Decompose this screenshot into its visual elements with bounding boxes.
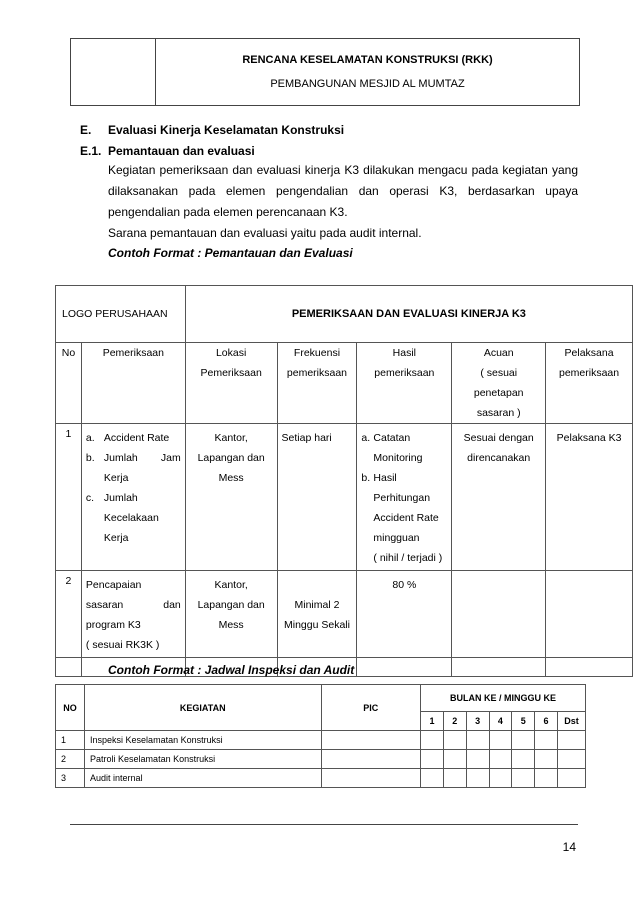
list-item-text: Hasil (373, 472, 397, 484)
row-number: 2 (56, 571, 82, 658)
col-header-pelaksana (546, 343, 633, 424)
col-header-acuan-line: sasaran ) (476, 407, 521, 419)
schedule-header-pic: PIC (321, 685, 421, 731)
section-e-title: Evaluasi Kinerja Keselamatan Konstruksi (108, 123, 345, 137)
col-header-hasil-line: Hasil (392, 347, 417, 359)
row1-acuan (452, 424, 546, 571)
week-header: 1 (421, 712, 444, 731)
week-header: 3 (466, 712, 489, 731)
schedule-row-no: 2 (56, 750, 85, 769)
list-item-continued (361, 508, 447, 528)
list-item-continued (361, 488, 447, 508)
pemeriksaan-line: Pencapaian (85, 579, 142, 591)
table-row (56, 731, 586, 750)
col-header-pelaksana-line: Pelaksana (564, 347, 614, 359)
footer-divider (70, 824, 578, 825)
row2-pemeriksaan (81, 571, 185, 658)
row-number: 1 (56, 424, 82, 571)
list-item-continued (361, 528, 447, 548)
row2-pelaksana (546, 571, 633, 658)
schedule-row-no: 3 (56, 769, 85, 788)
list-item-text: Kerja (103, 472, 129, 484)
table-row (56, 571, 633, 658)
lokasi-line: Kantor, (214, 432, 248, 444)
acuan-line: Sesuai dengan (463, 432, 534, 444)
company-logo-label: LOGO PERUSAHAAN (56, 286, 186, 343)
list-item-continued (361, 448, 447, 468)
list-item-continued (86, 508, 181, 528)
list-item-text: Kecelakaan (103, 512, 159, 524)
paragraph-line-3: pengendalian pada elemen perencanaan K3. (108, 205, 348, 219)
monitoring-table-title: PEMERIKSAAN DAN EVALUASI KINERJA K3 (185, 286, 632, 343)
col-header-lokasi-line: Pemeriksaan (200, 367, 262, 379)
schedule-row-kegiatan: Inspeksi Keselamatan Konstruksi (85, 731, 321, 750)
col-header-pemeriksaan: Pemeriksaan (81, 343, 185, 424)
row1-pemeriksaan (81, 424, 185, 571)
header-title: RENCANA KESELAMATAN KONSTRUKSI (RKK) (242, 54, 493, 66)
schedule-header-bulan: BULAN KE / MINGGU KE (421, 685, 586, 712)
list-item (361, 428, 447, 448)
list-item-text: Kerja (103, 532, 129, 544)
row1-hasil (357, 424, 452, 571)
frekuensi-line: Minimal 2 (294, 599, 340, 611)
week-header: 4 (489, 712, 512, 731)
col-header-lokasi-line: Lokasi (215, 347, 247, 359)
list-item-text: Accident Rate (103, 432, 170, 444)
section-e1-title: Pemantauan dan evaluasi (108, 144, 255, 158)
week-header: 5 (512, 712, 535, 731)
list-item (86, 448, 181, 468)
row1-frekuensi: Setiap hari (277, 424, 357, 571)
page-number: 14 (562, 840, 576, 854)
acuan-line: direncanakan (467, 452, 531, 464)
list-item-continued (86, 528, 181, 548)
list-marker: a. (361, 432, 371, 444)
frekuensi-line: Minggu Sekali (284, 619, 350, 631)
lokasi-line: Kantor, (214, 579, 248, 591)
inspection-audit-schedule-table (55, 684, 586, 788)
format-caption-monitoring: Contoh Format : Pemantauan dan Evaluasi (108, 246, 353, 260)
col-header-no: No (56, 343, 82, 424)
schedule-header-kegiatan: KEGIATAN (85, 685, 321, 731)
header-subtitle: PEMBANGUNAN MESJID AL MUMTAZ (270, 78, 465, 90)
schedule-row-kegiatan: Patroli Keselamatan Konstruksi (85, 750, 321, 769)
lokasi-line: Lapangan dan (197, 452, 265, 464)
list-marker: b. (361, 472, 371, 484)
table-row (56, 769, 586, 788)
week-header: Dst (557, 712, 585, 731)
list-item-text: Monitoring (373, 452, 423, 464)
paragraph-2: Sarana pemantauan dan evaluasi yaitu pada audit internal. (108, 226, 422, 240)
col-header-acuan-line: penetapan (473, 387, 524, 399)
list-item (86, 488, 181, 508)
row2-lokasi (185, 571, 277, 658)
list-item-text: mingguan (373, 532, 420, 544)
list-marker: c. (85, 492, 95, 504)
col-header-acuan-line: ( sesuai (480, 367, 518, 379)
list-item (361, 468, 447, 488)
col-header-hasil (357, 343, 452, 424)
schedule-row-kegiatan: Audit internal (85, 769, 321, 788)
list-marker: a. (85, 432, 95, 444)
list-item-text: Jumlah Jam (103, 452, 181, 464)
row2-hasil: 80 % (357, 571, 452, 658)
col-header-hasil-line: pemeriksaan (374, 367, 435, 379)
col-header-acuan (452, 343, 546, 424)
list-item-text: Catatan (373, 432, 411, 444)
table-row (56, 750, 586, 769)
lokasi-line: Lapangan dan (197, 599, 265, 611)
row2-acuan (452, 571, 546, 658)
header-logo-cell (71, 39, 156, 106)
list-item-text: Jumlah (103, 492, 138, 504)
col-header-pelaksana-line: pemeriksaan (559, 367, 620, 379)
col-header-frekuensi-line: pemeriksaan (286, 367, 348, 379)
list-item-continued (86, 468, 181, 488)
schedule-header-no: NO (56, 685, 85, 731)
paragraph-line-1: Kegiatan pemeriksaan dan evaluasi kinerja K3 dilakukan mengacu pada kegiatan yang (108, 163, 578, 177)
section-e1-number: E.1. (80, 144, 102, 158)
table-row (56, 424, 633, 571)
row1-pelaksana: Pelaksana K3 (546, 424, 633, 571)
row1-lokasi (185, 424, 277, 571)
lokasi-line: Mess (218, 472, 244, 484)
col-header-frekuensi (277, 343, 357, 424)
list-item-text: Accident Rate (373, 512, 439, 524)
col-header-frekuensi-line: Frekuensi (293, 347, 341, 359)
list-item (86, 428, 181, 448)
col-header-acuan-line: Acuan (483, 347, 514, 359)
list-item-text: Perhitungan (373, 492, 431, 504)
paragraph-line-2: dilaksanakan pada elemen pengendalian dan operasi K3, berdasarkan upaya (108, 184, 578, 198)
list-item-text: ( nihil / terjadi ) (373, 552, 443, 564)
schedule-row-no: 1 (56, 731, 85, 750)
section-e-number: E. (80, 123, 92, 137)
document-header (70, 38, 580, 106)
pemeriksaan-line: sasaran dan (85, 599, 181, 611)
monitoring-evaluation-table (55, 285, 633, 677)
list-marker: b. (85, 452, 95, 464)
header-title-cell (156, 39, 580, 106)
format-caption-schedule: Contoh Format : Jadwal Inspeksi dan Audit (108, 663, 355, 677)
week-header: 2 (443, 712, 466, 731)
list-item-continued (361, 548, 447, 568)
lokasi-line: Mess (218, 619, 244, 631)
pemeriksaan-line: ( sesuai RK3K ) (85, 639, 160, 651)
row2-frekuensi (277, 571, 357, 658)
col-header-lokasi (185, 343, 277, 424)
week-header: 6 (535, 712, 558, 731)
pemeriksaan-line: program K3 (85, 619, 141, 631)
